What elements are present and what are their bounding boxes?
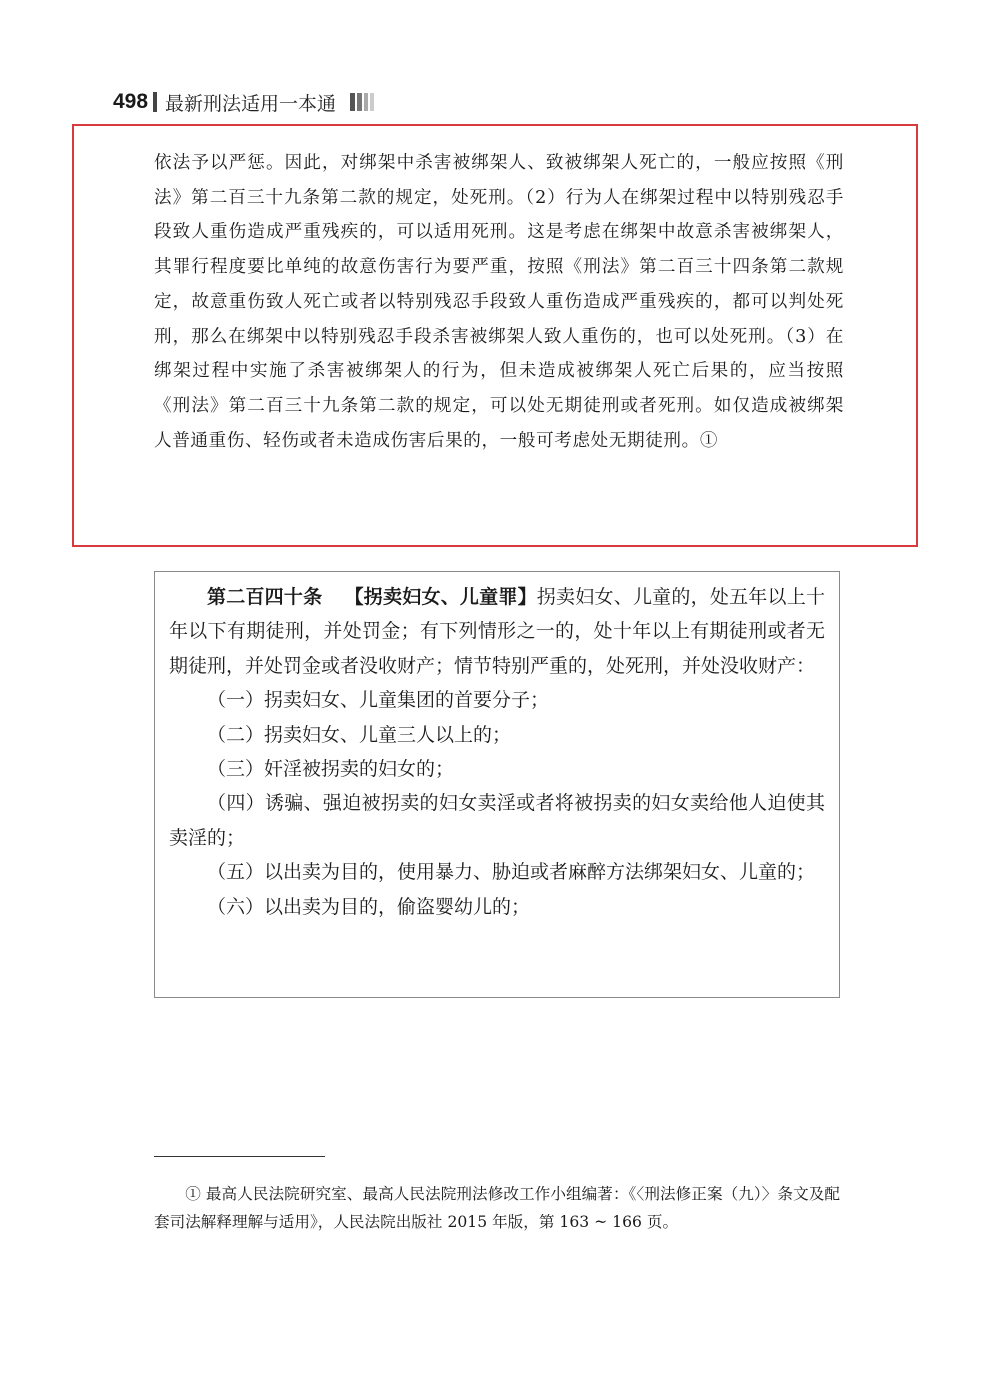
- footnote-text: 最高人民法院研究室、最高人民法院刑法修改工作小组编著：《〈刑法修正案（九）〉条文及配套司法解释理解与适用》，人民法院出版社 2015 年版，第 163 ~ 166 页。: [154, 1185, 840, 1231]
- book-title: 最新刑法适用一本通: [165, 92, 337, 115]
- footnote-paragraph: [154, 1181, 840, 1236]
- article-item: （一）拐卖妇女、儿童集团的首要分子；: [207, 689, 550, 712]
- statute-article-box: [154, 571, 840, 998]
- commentary-text: [154, 146, 844, 458]
- article-item: （四）诱骗、强迫被拐卖的妇女卖淫或者将被拐卖的妇女卖给他人迫使其卖淫的；: [169, 792, 825, 849]
- page-number: 498: [113, 90, 149, 113]
- article-paragraph: [169, 580, 825, 683]
- article-text: [169, 580, 825, 924]
- article-body: 拐卖妇女、儿童的，处五年以上十年以下有期徒刑，并处罚金；有下列情形之一的，处十年以上有期徒刑或者无期徒刑，并处罚金或者没收财产；情节特别严重的，处死刑，并处没收财产：: [169, 586, 825, 677]
- article-number: 第二百四十条: [207, 586, 323, 608]
- article-item: （五）以出卖为目的，使用暴力、胁迫或者麻醉方法绑架妇女、儿童的；: [207, 861, 816, 884]
- crime-name: 【拐卖妇女、儿童罪】: [344, 586, 537, 608]
- page-header: [113, 84, 374, 120]
- footnote-mark: ①: [185, 1185, 201, 1203]
- article-item: （二）拐卖妇女、儿童三人以上的；: [207, 723, 512, 746]
- header-divider: [153, 92, 157, 112]
- article-item: （三）奸淫被拐卖的妇女的；: [207, 758, 455, 781]
- footnote-separator: [154, 1156, 325, 1157]
- footnote: [154, 1181, 840, 1236]
- footnote-reference: ①: [699, 430, 719, 451]
- header-decoration-bars: [350, 93, 374, 111]
- commentary-paragraph: [154, 146, 844, 458]
- commentary-body: 依法予以严惩。因此，对绑架中杀害被绑架人、致被绑架人死亡的，一般应按照《刑法》第二百三十九条第二款的规定，处死刑。（2）行为人在绑架过程中以特别残忍手段致人重伤造成严重残疾的，可以适用死刑。这是考虑在绑架中故意杀害被绑架人，其罪行程度要比单纯的故意伤害行为要严重，按照《刑法》第二百三十四条第二款规定，故意重伤致人死亡或者以特别残忍手段致人重伤造成严重残疾的，都可以判处死刑，那么在绑架中以特别残忍手段杀害被绑架人致人重伤的，也可以处死刑。（3）在绑架过程中实施了杀害被绑架人的行为，但未造成被绑架人死亡后果的，应当按照《刑法》第二百三十九条第二款的规定，可以处无期徒刑或者死刑。如仅造成被绑架人普通重伤、轻伤或者未造成伤害后果的，一般可考虑处无期徒刑。: [154, 153, 844, 451]
- highlighted-commentary-box: [72, 124, 918, 547]
- article-item: （六）以出卖为目的，偷盗婴幼儿的；: [207, 895, 531, 918]
